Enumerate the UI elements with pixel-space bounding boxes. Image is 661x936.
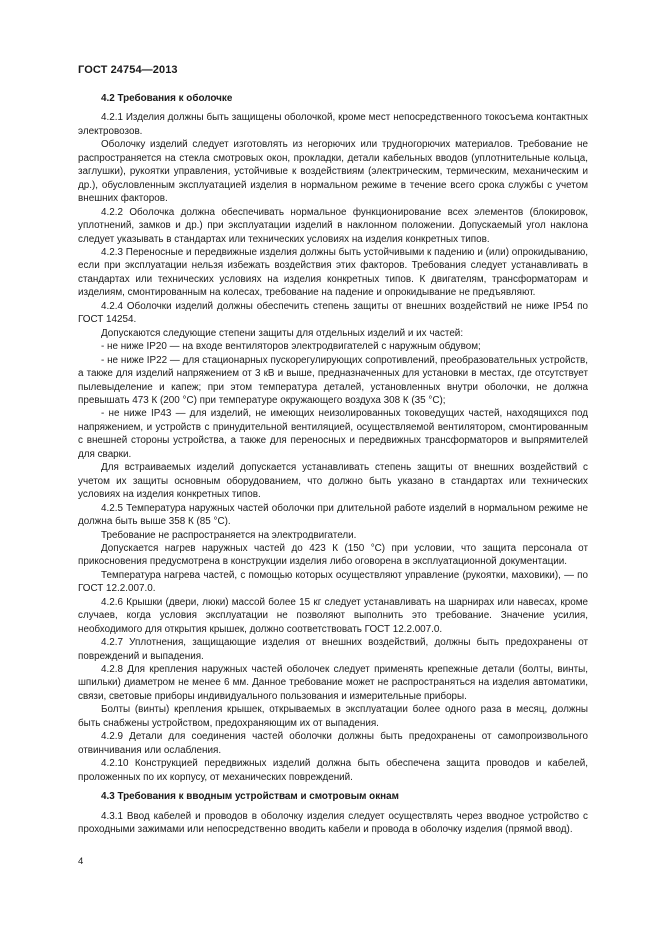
paragraph-4-2-7: 4.2.7 Уплотнения, защищающие изделия от внешних воздействий, должны быть предохранены от повреждений и выпадения. xyxy=(78,637,588,662)
list-item-ip43: - не ниже IP43 — для изделий, не имеющих неизолированных токоведущих частей, находящихся под напряжением, и устройств с принудительной вентиляцией, осуществляемой вентилятором, смонтированным с внешней стороны устройства, а также для переносных и передвижных трансформаторов и выпрямителей для сварки. xyxy=(78,408,588,460)
paragraph: Допускается нагрев наружных частей до 423 К (150 °С) при условии, что защита персонала от прикосновения предусмотрена в конструкции изделия либо оговорена в эксплуатационной документации. xyxy=(78,542,588,568)
paragraph-4-2-10: 4.2.10 Конструкцией передвижных изделий должна быть обеспечена защита проводов и кабелей, проложенных по их корпусу, от механических повреждений. xyxy=(78,758,588,783)
section-heading-4-2: 4.2 Требования к оболочке xyxy=(101,93,233,104)
list-item-ip20: - не ниже IP20 — на входе вентиляторов электродвигателей с наружным обдувом; xyxy=(101,341,481,353)
paragraph-4-2-9: 4.2.9 Детали для соединения частей оболочки должны быть предохранены от самопроизвольного отвинчивания или ослабления. xyxy=(78,731,588,756)
document-body xyxy=(78,92,588,836)
paragraph-4-2-1: 4.2.1 Изделия должны быть защищены оболочкой, кроме мест непосредственного токосъема контактных электровозов. xyxy=(78,112,588,137)
list-item-ip22: - не ниже IP22 — для стационарных пускорегулирующих сопротивлений, преобразовательных устройств, а также для изделий напряжением от 3 кВ и выше, предназначенных для установки в местах, где отсутствует пылевыделение и капеж; при этом температура деталей, установленных внутри оболочки, не должна превышать 473 К (200 °С) при температуре окружающего воздуха 308 К (35 °С); xyxy=(78,354,588,406)
paragraph: Допускаются следующие степени защиты для отдельных изделий и их частей: xyxy=(101,327,464,339)
paragraph: Требование не распространяется на электродвигатели. xyxy=(101,529,357,541)
paragraph-4-2-8: 4.2.8 Для крепления наружных частей оболочек следует применять крепежные детали (болты, винты, шпильки) диаметром не менее 6 мм. Данное требование может не распространяться на изделия автоматики, связи, световые приборы индивидуального пользования и измерительные приборы. xyxy=(78,664,588,702)
paragraph-4-2-2: 4.2.2 Оболочка должна обеспечивать нормальное функционирование всех элементов (блокировок, уплотнений, замков и др.) при эксплуатации изделий в наклонном положении. Допускаемый угол наклона следует указывать в стандартах или технических условиях на изделия конкретных типов. xyxy=(78,206,588,245)
paragraph-4-2-5: 4.2.5 Температура наружных частей оболочки при длительной работе изделий в нормальном режиме не должна быть выше 358 К (85 °С). xyxy=(78,502,588,528)
document-id-header: ГОСТ 24754—2013 xyxy=(78,64,178,76)
paragraph: Болты (винты) крепления крышек, открываемых в эксплуатации более одного раза в месяц, должны быть снабжены устройством, предохраняющим их от выпадения. xyxy=(78,704,588,729)
paragraph: Для встраиваемых изделий допускается устанавливать степень защиты от внешних воздействий с учетом их защиты основным оборудованием, что должно быть указано в стандартах или технических условиях на изделия конкретных типов. xyxy=(78,462,588,501)
page-number: 4 xyxy=(78,856,84,867)
paragraph: Температура нагрева частей, с помощью которых осуществляют управление (рукоятки, маховики), — по ГОСТ 12.2.007.0. xyxy=(78,569,588,595)
section-heading-4-3: 4.3 Требования к вводным устройствам и смотровым окнам xyxy=(101,791,399,803)
paragraph: Оболочку изделий следует изготовлять из негорючих или трудногорючих материалов. Требование не распространяется на стекла смотровых окон, прокладки, детали кабельных вводов (уплотнительные кольца, заглушки), рукоятки управления, устойчивые к воздействиям (электрическим, термическим, механическим и др.), обусловленным эксплуатацией изделия в нормальном режиме в течение всего срока службы с учетом внешних факторов. xyxy=(78,139,588,205)
paragraph-4-2-6: 4.2.6 Крышки (двери, люки) массой более 15 кг следует устанавливать на шарнирах или навесах, кроме случаев, когда условия эксплуатации не позволяют выполнить это требование. Значение усилия, необходимого для открытия крышек, должно соответствовать ГОСТ 12.2.007.0. xyxy=(78,596,588,635)
paragraph-4-3-1: 4.3.1 Ввод кабелей и проводов в оболочку изделия следует осуществлять через вводное устройство с проходными зажимами или непосредственно вводить кабели и провода в оболочку изделия (прямой ввод). xyxy=(78,810,588,836)
paragraph-4-2-4: 4.2.4 Оболочки изделий должны обеспечить степень защиты от внешних воздействий не ниже IP54 по ГОСТ 14254. xyxy=(78,300,588,326)
paragraph-4-2-3: 4.2.3 Переносные и передвижные изделия должны быть устойчивыми к падению и (или) опрокидыванию, если при эксплуатации нельзя избежать воздействия этих факторов. Требования следует устанавливать в стандартах или технических условиях на изделия конкретных типов. К двигателям, трансформаторам и изделиям, смонтированным на колесах, требование на падение и опрокидывание не предъявляют. xyxy=(78,246,588,299)
